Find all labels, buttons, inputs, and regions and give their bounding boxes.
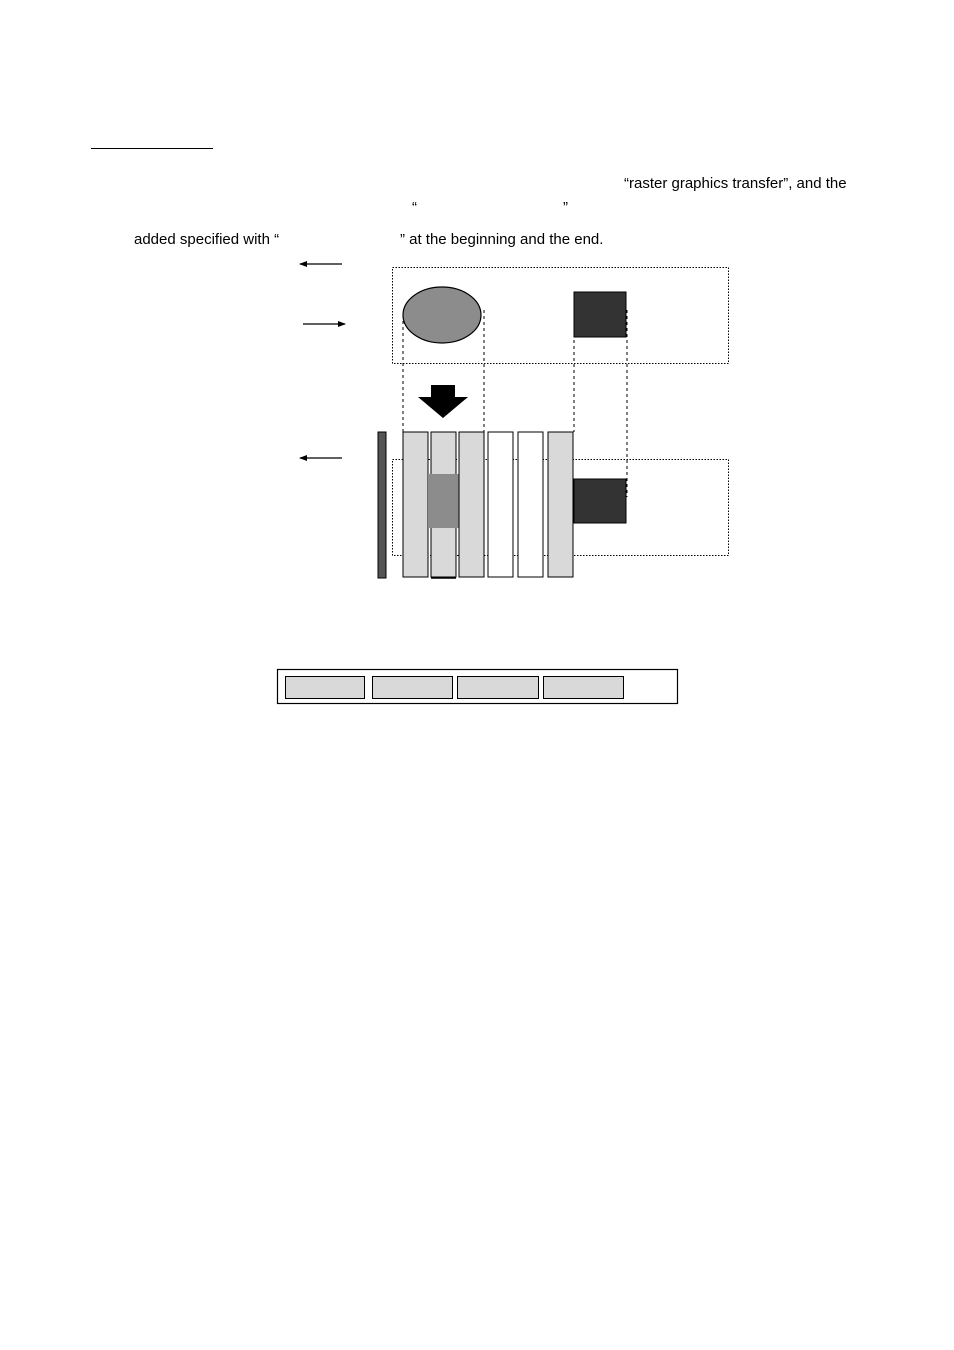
paragraph-line-2-close-quote: ” xyxy=(563,199,568,216)
paragraph-line-2-open-quote: “ xyxy=(412,199,417,216)
raster-column-empty xyxy=(518,432,543,577)
sequence-block xyxy=(373,677,453,699)
paragraph-line-1: “raster graphics transfer”, and the xyxy=(624,175,847,192)
raster-column-ellipse-slice xyxy=(428,474,459,528)
raster-columns xyxy=(403,432,573,577)
ellipse-graphic xyxy=(403,287,481,343)
sequence-block xyxy=(286,677,365,699)
raster-column-empty xyxy=(488,432,513,577)
thick-down-arrow-icon xyxy=(418,385,468,418)
dark-square-graphic-bottom xyxy=(574,479,626,523)
dark-square-graphic-top xyxy=(574,292,626,337)
paragraph-line-3: added specified with “ ” at the beginning and the end. xyxy=(134,231,604,248)
raster-start-bar xyxy=(378,432,386,578)
sequence-block xyxy=(458,677,539,699)
sequence-block xyxy=(544,677,624,699)
raster-column xyxy=(403,432,428,577)
raster-column xyxy=(548,432,573,577)
raster-column xyxy=(459,432,484,577)
